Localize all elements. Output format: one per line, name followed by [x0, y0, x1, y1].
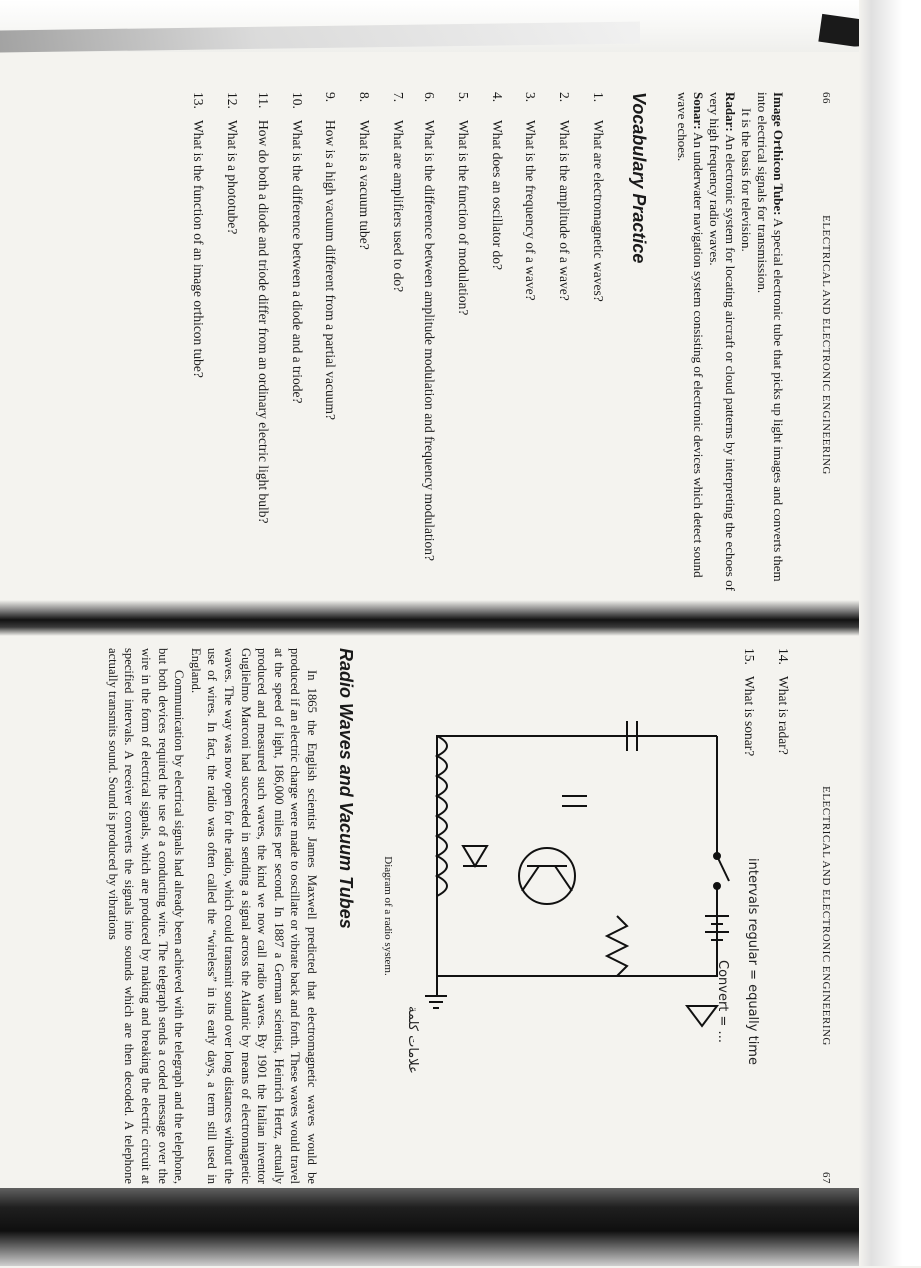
- definition-extra: It is the basis for television.: [739, 108, 754, 252]
- question-item: [255, 92, 272, 598]
- question-number: 1.: [591, 92, 606, 103]
- definition-text: A special electronic tube that picks up light images and converts them into electrical signals for transmission.: [755, 92, 786, 582]
- question-number: 7.: [391, 92, 407, 103]
- question-text: What is the amplitude of a wave?: [557, 120, 573, 301]
- running-head-right: [812, 648, 832, 1184]
- scan-bottom-edge: [0, 1188, 921, 1266]
- capacitor-icon: [562, 796, 587, 806]
- running-head-title: ELECTRICAL AND ELECTRONIC ENGINEERING: [820, 786, 832, 1046]
- question-item: [224, 92, 241, 598]
- question-item: [289, 92, 306, 598]
- handwritten-note: intervals regular = equally time: [745, 858, 760, 1065]
- paragraph: Communication by electrical signals had already been achieved with the telegraph and the telephone, but both devices required the use of a conducting wire. The telegraph sends a coded message over the wire in the form of electrical signals, which are produced by making and breaking the electric circuit at specified intervals. A receiver converts the signals into sounds which are then decoded. A telephone actually transmits sound. Sound is produced by vibrations: [105, 648, 187, 1184]
- left-page: [52, 92, 832, 598]
- definitions: [674, 92, 786, 598]
- question-item: [455, 92, 472, 598]
- question-item: [322, 92, 339, 598]
- article-body: [104, 648, 320, 1184]
- diode-icon: [463, 846, 487, 866]
- question-text: What is the difference between amplitude modulation and frequency modulation?: [422, 120, 438, 561]
- question-item: [556, 92, 573, 598]
- question-item: [390, 92, 407, 598]
- question-number: 10.: [289, 92, 305, 109]
- question-text: What is a phototube?: [224, 120, 240, 235]
- resistor-icon: [607, 916, 627, 976]
- handwritten-note: Convert = ...: [715, 960, 730, 1043]
- paragraph: In 1865 the English scientist James Maxwell predicted that electromagnetic waves would be produced if an electric charge were made to oscillate or vibrate back and forth. These waves would travel at the speed of light, 186,000 miles per second. In 1887 a German scientist, Heinrich Hertz, actually produced and measured such waves, the kind we now call radio waves. By 1901 the Italian inventor Guglielmo Marconi had succeeded in sending a signal across the Atlantic by means of electromagnetic waves. The way was now open for the radio, which could transmit sound over long distances without the use of wires. In fact, the radio was often called the “wireless” in its early days, a term still used in England.: [188, 648, 319, 1184]
- question-text: How do both a diode and triode differ from an ordinary electric light bulb?: [255, 120, 271, 524]
- question-number: 2.: [557, 92, 573, 103]
- question-item: [190, 92, 207, 598]
- question-text: What is the frequency of a wave?: [523, 120, 539, 301]
- question-text: What is the function of modulation?: [455, 120, 471, 316]
- definition-sonar: [674, 92, 706, 598]
- page-number-67: 67: [820, 1172, 832, 1184]
- ground-icon: [425, 996, 447, 1008]
- question-number: 11.: [255, 92, 271, 109]
- question-number: 6.: [422, 92, 438, 103]
- question-item: [421, 92, 438, 598]
- definition-image-orthicon: [738, 92, 786, 598]
- definition-term: Radar:: [723, 92, 738, 132]
- running-head-title: ELECTRICAL AND ELECTRONIC ENGINEERING: [820, 215, 832, 475]
- question-item: [775, 648, 792, 1184]
- question-text: What does an oscillator do?: [489, 120, 505, 270]
- switch-icon: [717, 856, 729, 881]
- question-item: [522, 92, 539, 598]
- coil-icon: [437, 736, 447, 896]
- definition-radar: [706, 92, 738, 598]
- vocabulary-questions: [173, 92, 607, 598]
- handwritten-note: علامات كلمة: [405, 1006, 420, 1074]
- question-text: What is a vacuum tube?: [357, 120, 373, 250]
- question-number: 3.: [523, 92, 539, 103]
- definition-term: Sonar:: [691, 92, 706, 130]
- diagram-caption: Diagram of a radio system.: [382, 856, 394, 976]
- question-number: 4.: [489, 92, 505, 103]
- book-spine-shadow: [0, 600, 921, 636]
- question-item: [356, 92, 373, 598]
- question-number: 15.: [742, 648, 758, 665]
- circuit-wire: [437, 886, 717, 976]
- question-text: What is sonar?: [742, 676, 758, 757]
- question-text: What are amplifiers used to do?: [391, 120, 407, 293]
- question-text: What is the difference between a diode and a triode?: [289, 120, 305, 404]
- question-item: [590, 92, 607, 598]
- radio-circuit-diagram: [407, 676, 737, 1146]
- question-number: 13.: [191, 92, 207, 109]
- question-number: 12.: [224, 92, 240, 109]
- antenna-icon: [687, 1006, 717, 1026]
- definition-term: Image Orthicon Tube:: [771, 92, 786, 216]
- question-number: 8.: [357, 92, 373, 103]
- question-number: 14.: [776, 648, 791, 665]
- question-text: What are electromagnetic waves?: [591, 120, 606, 302]
- question-text: What is radar?: [776, 676, 791, 755]
- question-number: 5.: [455, 92, 471, 103]
- question-text: What is the function of an image orthicon tube?: [191, 120, 207, 378]
- question-item: [489, 92, 506, 598]
- vocabulary-practice-heading: Vocabulary Practice: [629, 92, 649, 264]
- transistor-icon: [519, 848, 575, 904]
- scan-right-edge: [859, 0, 921, 1266]
- question-number: 9.: [323, 92, 339, 103]
- definition-text: An electronic system for locating aircraft or cloud patterns by interpreting the echoes of very high frequency radio waves.: [707, 92, 738, 591]
- radio-waves-heading: Radio Waves and Vacuum Tubes: [336, 648, 356, 929]
- question-text: How is a high vacuum different from a partial vacuum?: [323, 120, 339, 421]
- definition-text: An underwater navigation system consisting of electronic devices which detect sound wave echoes.: [675, 92, 706, 578]
- running-head-left: [812, 92, 832, 598]
- page-number-66: 66: [820, 92, 832, 104]
